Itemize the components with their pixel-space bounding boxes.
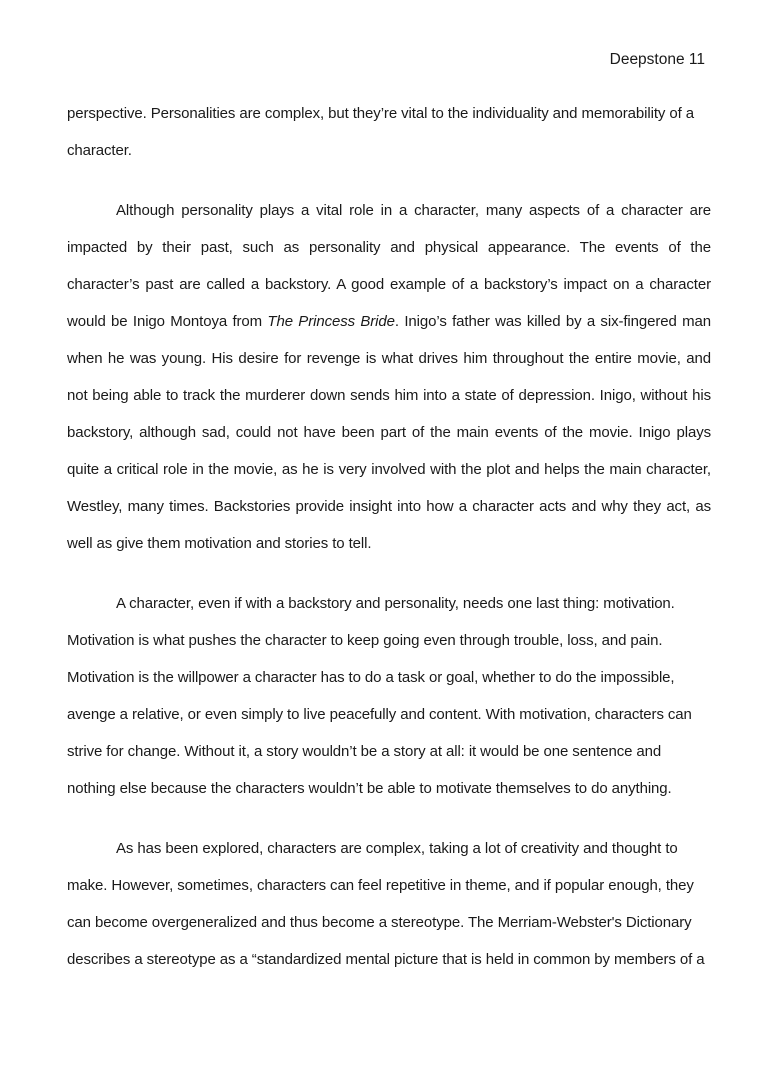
paragraph-continued: perspective. Personalities are complex, but they’re vital to the individuality and memorability of a character. xyxy=(67,105,694,159)
paragraph-backstory xyxy=(67,192,711,562)
running-header: Deepstone 11 xyxy=(609,51,705,68)
paragraph-backstory-text-b: . Inigo’s father was killed by a six-fingered man when he was young. His desire for revenge is what drives him throughout the entire movie, and not being able to track the murderer down sends him into a state of depression. Inigo, without his backstory, although sad, could not have been part of the main events of the movie. Inigo plays quite a critical role in the movie, as he is very involved with the plot and helps the main character, Westley, many times. Backstories provide insight into how a character acts and why they act, as well as give them motivation and stories to tell. xyxy=(67,313,711,552)
document-body xyxy=(67,95,711,978)
paragraph-stereotype: As has been explored, characters are complex, taking a lot of creativity and thought to make. However, sometimes, characters can feel repetitive in theme, and if popular enough, they can become overgeneralized and thus become a stereotype. The Merriam-Webster's Dictionary describes a stereotype as a “standardized mental picture that is held in common by members of a xyxy=(67,840,705,968)
paragraph-backstory-text-a: Although personality plays a vital role in a character, many aspects of a character are impacted by their past, such as personality and physical appearance. The events of the character’s past are called a backstory. A good example of a backstory’s impact on a character would be Inigo Montoya from xyxy=(67,202,711,330)
film-title: The Princess Bride xyxy=(267,313,395,330)
paragraph-motivation: A character, even if with a backstory and personality, needs one last thing: motivation. Motivation is what pushes the character to keep going even through trouble, loss, and pain. Motivation is the willpower a character has to do a task or goal, whether to do the impossible, avenge a relative, or even simply to live peacefully and content. With motivation, characters can strive for change. Without it, a story wouldn’t be a story at all: it would be one sentence and nothing else because the characters wouldn’t be able to motivate themselves to do anything. xyxy=(67,595,692,797)
